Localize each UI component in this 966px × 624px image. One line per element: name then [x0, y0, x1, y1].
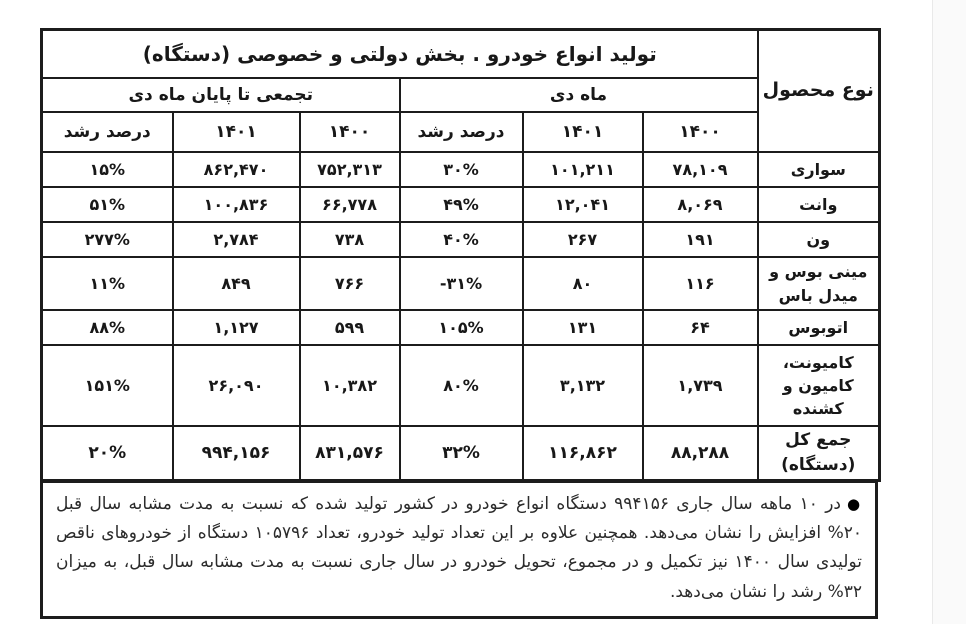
- value-cell: ۲۶,۰۹۰: [173, 345, 300, 426]
- value-cell: ۱۹۱: [643, 222, 758, 257]
- value-cell: ۳,۱۳۲: [523, 345, 643, 426]
- table-title: تولید انواع خودرو . بخش دولتی و خصوصی (دستگاه): [42, 30, 758, 79]
- table-row-minibus: [42, 257, 880, 310]
- value-cell: ۱۱%: [42, 257, 173, 310]
- product-label: سواری: [758, 152, 880, 187]
- value-cell: ۲۶۷: [523, 222, 643, 257]
- value-cell: ۸۰: [523, 257, 643, 310]
- value-cell: ۴۰%: [400, 222, 523, 257]
- value-cell: ۱۳۱: [523, 310, 643, 345]
- product-label: مینی بوس و میدل باس: [758, 257, 880, 310]
- group-header-month: ماه دی: [400, 78, 758, 112]
- col-header-cum-1400: ۱۴۰۰: [300, 112, 400, 152]
- group-header-row: [42, 78, 880, 112]
- value-cell: ۶۴: [643, 310, 758, 345]
- group-header-cumulative: تجمعی تا پایان ماه دی: [42, 78, 400, 112]
- col-header-month-1401: ۱۴۰۱: [523, 112, 643, 152]
- value-cell: ۱۱۶: [643, 257, 758, 310]
- table-row-truck: [42, 345, 880, 426]
- value-cell: ۱,۷۳۹: [643, 345, 758, 426]
- value-cell: ۷۶۶: [300, 257, 400, 310]
- value-cell: ۱۲,۰۴۱: [523, 187, 643, 222]
- value-cell: ۱۱۶,۸۶۲: [523, 426, 643, 481]
- page-edge: [932, 0, 966, 624]
- col-header-cum-1401: ۱۴۰۱: [173, 112, 300, 152]
- page-content: [40, 28, 878, 619]
- table-title-row: [42, 30, 880, 79]
- value-cell: ۵۱%: [42, 187, 173, 222]
- col-header-month-1400: ۱۴۰۰: [643, 112, 758, 152]
- table-row-van: [42, 222, 880, 257]
- table-row-pickup: [42, 187, 880, 222]
- value-cell: ۲۷۷%: [42, 222, 173, 257]
- value-cell: ۶۶,۷۷۸: [300, 187, 400, 222]
- column-header-row: [42, 112, 880, 152]
- product-label: ون: [758, 222, 880, 257]
- value-cell: ۱۰۵%: [400, 310, 523, 345]
- value-cell: ۴۹%: [400, 187, 523, 222]
- footnote-text: در ۱۰ ماهه سال جاری ۹۹۴۱۵۶ دستگاه انواع خودرو در کشور تولید شده که نسبت به مدت مشابه سال قبل ۲۰% افزایش را نشان می‌دهد. همچنین علاوه بر این تعداد تولید خودرو، تعداد ۱۰۵۷۹۶ دستگاه از خودروهای ناقص تولیدی سال ۱۴۰۰ نیز تکمیل و در مجموع، تحویل خودرو در سال جاری نسبت به مدت مشابه سال قبل، به میزان ۳۲% رشد را نشان می‌دهد.: [56, 494, 862, 602]
- value-cell: ۸۳۱,۵۷۶: [300, 426, 400, 481]
- value-cell: -۳۱%: [400, 257, 523, 310]
- value-cell: ۹۹۴,۱۵۶: [173, 426, 300, 481]
- value-cell: ۱۰۰,۸۳۶: [173, 187, 300, 222]
- value-cell: ۱۰,۳۸۲: [300, 345, 400, 426]
- value-cell: ۳۲%: [400, 426, 523, 481]
- value-cell: ۸,۰۶۹: [643, 187, 758, 222]
- product-type-header: نوع محصول: [758, 30, 880, 153]
- value-cell: ۷۵۲,۳۱۳: [300, 152, 400, 187]
- value-cell: ۱۰۱,۲۱۱: [523, 152, 643, 187]
- value-cell: ۵۹۹: [300, 310, 400, 345]
- table-row-total: [42, 426, 880, 481]
- value-cell: ۷۳۸: [300, 222, 400, 257]
- total-label: جمع کل (دستگاه): [758, 426, 880, 481]
- value-cell: ۲,۷۸۴: [173, 222, 300, 257]
- value-cell: ۸۸%: [42, 310, 173, 345]
- footnote-box: [40, 480, 878, 619]
- value-cell: ۳۰%: [400, 152, 523, 187]
- value-cell: ۲۰%: [42, 426, 173, 481]
- value-cell: ۸۶۲,۴۷۰: [173, 152, 300, 187]
- value-cell: ۸۴۹: [173, 257, 300, 310]
- value-cell: ۱۵%: [42, 152, 173, 187]
- product-label: وانت: [758, 187, 880, 222]
- col-header-month-growth: درصد رشد: [400, 112, 523, 152]
- value-cell: ۸۰%: [400, 345, 523, 426]
- table-row-passenger-car: [42, 152, 880, 187]
- value-cell: ۱,۱۲۷: [173, 310, 300, 345]
- col-header-cum-growth: درصد رشد: [42, 112, 173, 152]
- product-label: کامیونت، کامیون و کشنده: [758, 345, 880, 426]
- bullet-icon: ●: [846, 495, 862, 513]
- table-row-bus: [42, 310, 880, 345]
- product-label: اتوبوس: [758, 310, 880, 345]
- value-cell: ۷۸,۱۰۹: [643, 152, 758, 187]
- production-table: [40, 28, 881, 482]
- value-cell: ۸۸,۲۸۸: [643, 426, 758, 481]
- value-cell: ۱۵۱%: [42, 345, 173, 426]
